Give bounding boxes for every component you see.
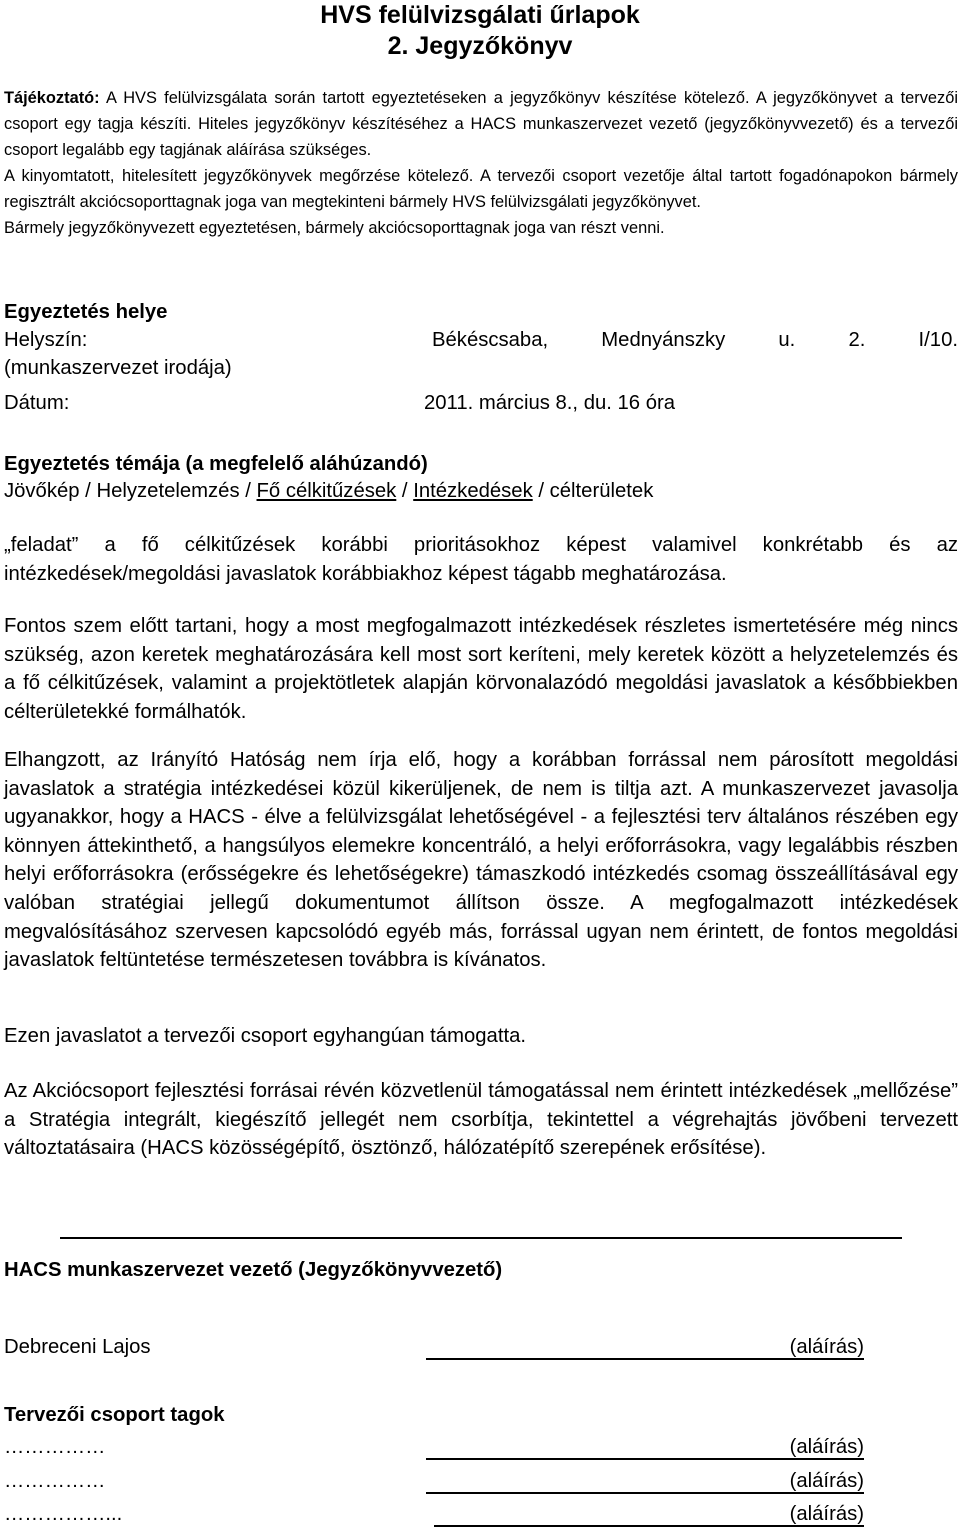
info-label: Tájékoztató: (4, 89, 100, 107)
manager-heading: HACS munkaszervezet vezető (Jegyzőkönyvvezető) (4, 1259, 503, 1281)
date-value: 2011. március 8., du. 16 óra (424, 392, 676, 414)
place-part: Mednyánszky (601, 329, 726, 351)
place-part: 2. (848, 329, 866, 351)
topic-item: Helyzetelemzés (96, 480, 240, 502)
member-dots: …………… (4, 1436, 106, 1458)
topic-separator: / (532, 480, 550, 502)
member-signature-label: (aláírás) (789, 1436, 864, 1458)
topic-separator: / (79, 480, 97, 502)
info-paragraph-3: Bármely jegyzőkönyvezett egyeztetésen, bármely akciócsoporttagnak joga van részt venni. (4, 219, 665, 237)
body-paragraph-3: Elhangzott, az Irányító Hatóság nem írja elő, hogy a korábban forrással nem párosított megoldási javaslatok a stratégia intézkedései közül kikerüljenek, de nem is tiltja azt. A munkaszervezet javasolja ugyanakkor, hogy a HACS - élve a felülvizsgálat lehetőségével - a fejlesztési terv általános részében egy könnyen áttekinthető, a hangsúlyos elemekre koncentráló, a helyi erőforrásokra, vagy legalábbis részben helyi erőforrásokra (erősségekre és lehetőségekre) támaszkodó intézkedés csomag összeállításával egy valóban stratégiai jellegű dokumentumot állítson össze. A megfogalmazott intézkedések megvalósításához szervesen kapcsolódó egyéb más, forrással ugyan nem érintett, de fontos megoldási javaslatok feltüntetése természetesen továbbra is kívánatos. (4, 749, 958, 972)
signature-separator-line (60, 1237, 902, 1239)
body-paragraph-1: „feladat” a fő célkitűzések korábbi prioritásokhoz képest valamivel konkrétabb és az intézkedések/megoldási javaslatok korábbiakhoz képest tágabb meghatározása. (4, 534, 958, 585)
body-paragraph-2: Fontos szem előtt tartani, hogy a most megfogalmazott intézkedések részletes ismertetésére még nincs szükség, azon keretek meghatározására kell most sort keríteni, mely keretek között a helyzetelemzés és a fő célkitűzések, valamint a projektötletek alapján körvonalazódó megoldási javaslatok a későbbiekben célterületekké formálhatók. (4, 615, 958, 723)
topic-heading: Egyeztetés témája (a megfelelő aláhúzandó) (4, 453, 428, 475)
topic-item-underlined: Intézkedések (413, 480, 533, 502)
info-notice (4, 85, 958, 241)
info-paragraph-1 (4, 85, 958, 163)
info-paragraph-2: A kinyomtatott, hitelesített jegyzőkönyvek megőrzése kötelező. A tervezői csoport vezetője által tartott fogadónapokon bármely regisztrált akciócsoporttagnak joga van megtekinteni bármely HVS felülvizsgálati jegyzőkönyvet. (4, 167, 958, 211)
body-paragraph-5: Az Akciócsoport fejlesztési forrásai révén közvetlenül támogatással nem érintett intézkedések „mellőzése” a Stratégia integrált, kiegészítő jellegét nem csorbítja, tekintettel a végrehajtás jövőbeni tervezett változtatásaira (HACS közösségépítő, ösztönző, hálózatépítő szerepének erősítése). (4, 1080, 958, 1160)
group-heading: Tervezői csoport tagok (4, 1404, 225, 1426)
document-title: HVS felülvizsgálati űrlapok (320, 1, 640, 29)
manager-name: Debreceni Lajos (4, 1336, 151, 1358)
member-signature-label: (aláírás) (789, 1470, 864, 1492)
manager-signature-label: (aláírás) (789, 1336, 864, 1358)
topic-list (4, 477, 653, 505)
member-dots: …………… (4, 1470, 106, 1492)
place-part: u. (778, 329, 796, 351)
place-sub-label: (munkaszervezet irodája) (4, 357, 232, 379)
document-subtitle: 2. Jegyzőkönyv (387, 32, 573, 60)
place-label: Helyszín: (4, 329, 88, 351)
info-text-1: A HVS felülvizsgálata során tartott egyeztetéseken a jegyzőkönyv készítése kötelező. A jegyzőkönyvet a tervezői csoport egy tagja készíti. Hiteles jegyzőkönyv készítéséhez a HACS munkaszervezet vezető (jegyzőkönyvvezető) és a tervezői csoport legalább egy tagjának aláírása szükséges. (4, 89, 958, 159)
topic-item: célterületek (549, 480, 654, 502)
topic-item: Jövőkép (4, 480, 80, 502)
place-part: I/10. (918, 329, 958, 351)
member-signature-label: (aláírás) (789, 1503, 864, 1525)
place-value (432, 326, 958, 354)
date-label: Dátum: (4, 392, 70, 414)
topic-separator: / (396, 480, 414, 502)
place-part: Békéscsaba, (432, 329, 549, 351)
topic-item-underlined: Fő célkitűzések (256, 480, 397, 502)
topic-separator: / (239, 480, 257, 502)
location-heading: Egyeztetés helye (4, 301, 168, 323)
member-dots: ……………... (4, 1503, 123, 1525)
body-paragraph-4: Ezen javaslatot a tervezői csoport egyhangúan támogatta. (4, 1025, 527, 1047)
